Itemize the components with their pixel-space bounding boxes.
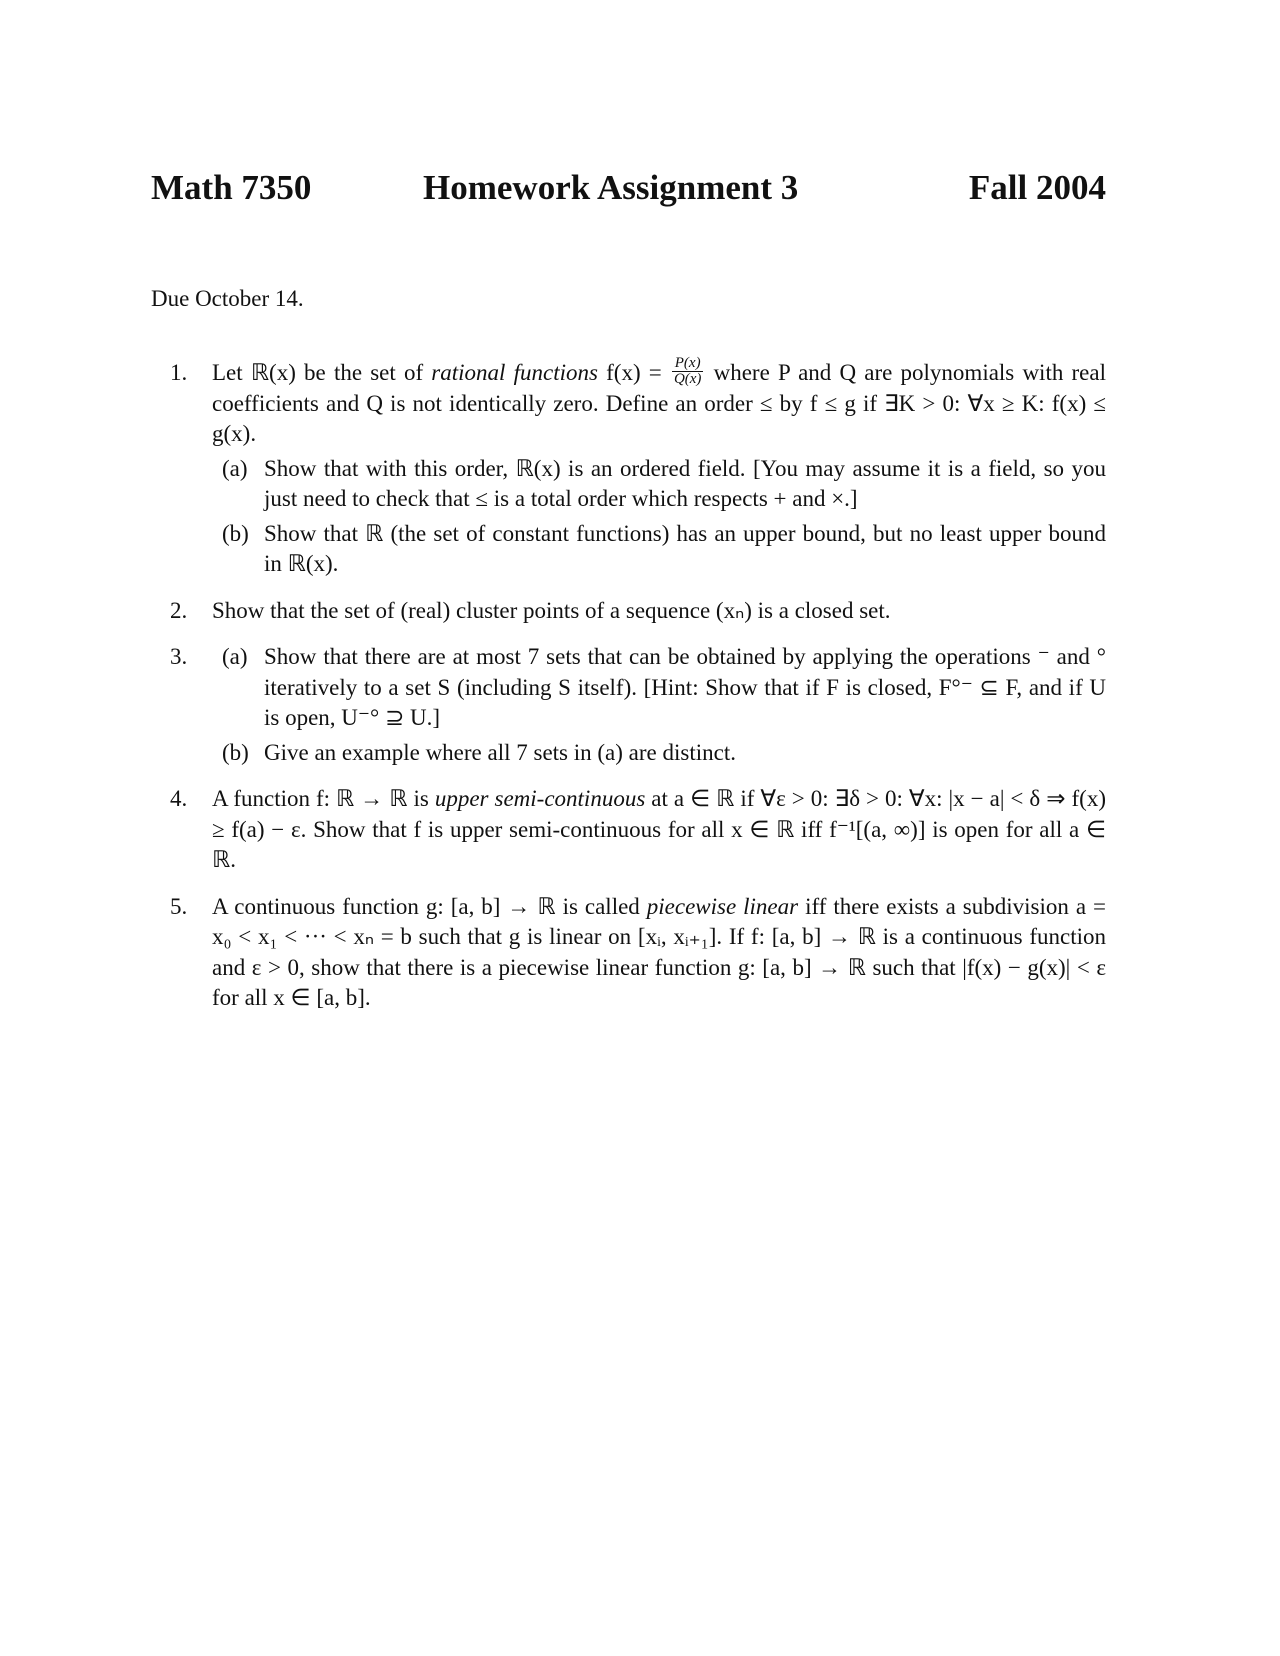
problem-statement: Show that the set of (real) cluster points of a sequence (xₙ) is a closed set. — [212, 597, 891, 623]
subproblem-text: Give an example where all 7 sets in (a) are distinct. — [264, 739, 736, 765]
problem-statement — [212, 892, 1106, 1014]
problem-statement — [212, 784, 1106, 876]
course-title: Math 7350 — [151, 168, 312, 207]
problem-number: 1. — [170, 360, 188, 385]
statement-text: f(x) = — [597, 360, 670, 385]
emphasized-term: upper semi-continuous — [434, 786, 646, 811]
statement-text: A function f: ℝ → ℝ is — [212, 786, 435, 811]
problem-list — [170, 355, 1106, 1030]
subproblem-label: (b) — [222, 739, 249, 765]
problem-statement — [212, 355, 1106, 450]
problem-1 — [170, 355, 1106, 580]
assignment-title: Homework Assignment 3 — [423, 168, 799, 207]
problem-5 — [170, 892, 1106, 1014]
term-label: Fall 2004 — [968, 168, 1106, 207]
subproblem-text: Show that with this order, ℝ(x) is an ordered field. [You may assume it is a field, so you just need to check that ≤ is a total order which respects + and ×.] — [264, 455, 1106, 511]
statement-text: Let ℝ(x) be the set of — [212, 360, 432, 385]
subproblem-3b — [212, 738, 1106, 769]
problem-3 — [170, 642, 1106, 768]
due-date: Due October 14. — [151, 286, 304, 311]
problem-number: 2. — [170, 597, 188, 623]
problem-number: 3. — [170, 644, 188, 669]
subproblem-text: Show that ℝ (the set of constant functions) has an upper bound, but no least upper bound in ℝ(x). — [264, 520, 1106, 576]
emphasized-term: rational functions — [431, 360, 598, 385]
statement-text: iff there exists a subdivision a = x₀ < x₁ < ··· < xₙ = b such that g is linear on [xᵢ, xᵢ₊₁]. If f: [a, b] → ℝ is a continuous function and ε > 0, show that there is a piecewise linear function g: [a, b] → ℝ such that |f(x) − g(x)| < ε for all x ∈ [a, b]. — [212, 893, 1106, 1010]
page-header — [151, 168, 1106, 212]
subproblem-label: (a) — [222, 644, 248, 669]
problem-number: 5. — [170, 893, 188, 919]
statement-text: A continuous function g: [a, b] → ℝ is called — [212, 893, 647, 919]
problem-number: 4. — [170, 786, 188, 811]
emphasized-term: piecewise linear — [646, 893, 799, 919]
subproblem-label: (b) — [222, 520, 249, 546]
statement-text: at a ∈ ℝ if ∀ε > 0: ∃δ > 0: ∀x: |x − a| < δ ⇒ f(x) ≥ f(a) − ε. Show that f is upper semi-continuous for all x ∈ ℝ iff f⁻¹[(a, ∞)] is open for all a ∈ ℝ. — [212, 786, 1106, 872]
fraction-numerator: P(x) — [672, 356, 703, 372]
subproblem-1b — [212, 519, 1106, 580]
subproblem-label: (a) — [222, 455, 248, 481]
fraction-denominator: Q(x) — [673, 371, 702, 388]
fraction — [672, 356, 703, 387]
problem-2 — [170, 596, 1106, 627]
subproblem-1a — [212, 454, 1106, 515]
subproblem-text: Show that there are at most 7 sets that can be obtained by applying the operations ⁻ and ° iteratively to a set S (including S itself). [Hint: Show that if F is closed, F°⁻ ⊆ F, and if U is open, U⁻° ⊇ U.] — [264, 644, 1106, 730]
statement-text: where P and Q are polynomials with real coefficients and Q is not identically zero. Define an order ≤ by f ≤ g if ∃K > 0: ∀x ≥ K: f(x) ≤ g(x). — [212, 360, 1106, 446]
problem-4 — [170, 784, 1106, 876]
subproblem-3a — [212, 642, 1106, 734]
